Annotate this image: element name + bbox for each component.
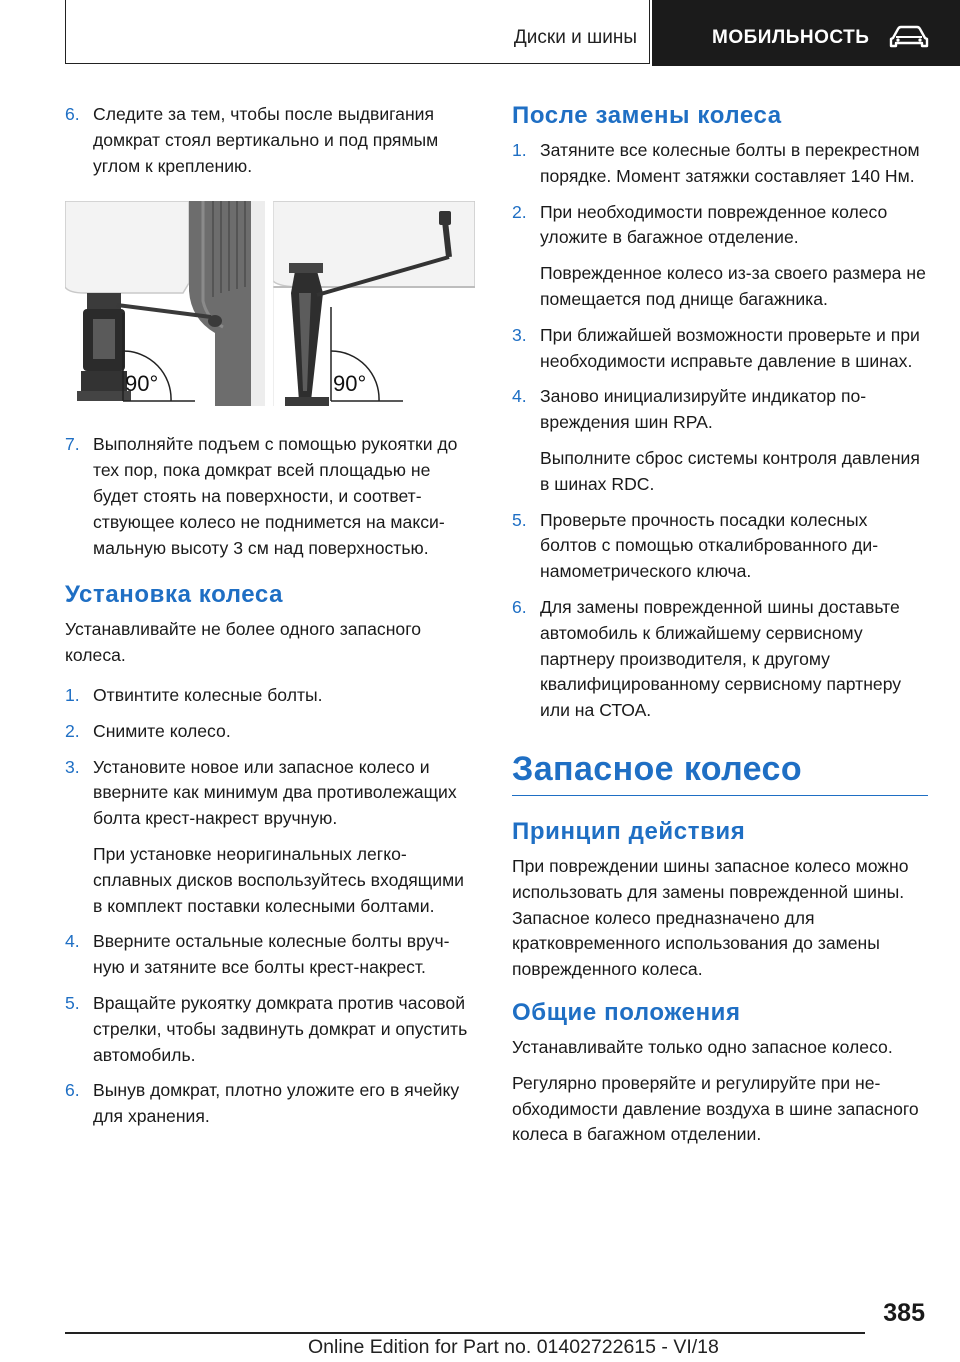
step-text: При ближайшей возможности проверьте и при необходимости исправьте давление в шинах. — [540, 324, 920, 371]
jack-illustration — [65, 201, 475, 406]
install-intro: Устанавливайте не более одного запасного колеса. — [65, 619, 422, 666]
step-number: 1. — [65, 684, 80, 705]
section-title: Диски и шины — [513, 27, 637, 48]
install-step-3 — [65, 755, 475, 832]
after-step-2-note: Поврежденное колесо из-за своего размера не помещается под днище багажника. — [540, 263, 926, 309]
step-text: Вынув домкрат, плотно уложите его в ячейку для хранения. — [93, 1080, 460, 1127]
step-text: Вверните остальные колесные болты вручную и затяните все болты крест-накрест. — [93, 931, 450, 978]
spare-wheel-title: Запасное колесо — [512, 750, 928, 796]
step-number: 7. — [65, 434, 80, 455]
after-step-1 — [512, 138, 928, 190]
footer-divider — [65, 1332, 865, 1334]
chapter-tab — [652, 0, 960, 66]
step-number: 6. — [512, 596, 527, 617]
step-text: Установите новое или запасное колесо и вверните как минимум два противолежащих болта крест-накрест вручную. — [93, 756, 457, 829]
after-step-4 — [512, 384, 928, 436]
header-section-box — [65, 0, 650, 64]
step-text: Снимите колесо. — [93, 720, 231, 741]
after-step-6 — [512, 595, 928, 724]
step-number: 4. — [65, 931, 80, 952]
angle-label-b: 90° — [333, 371, 367, 397]
step-text: Затяните все колесные болты в перекрестном порядке. Момент затяжки составляет 140 Нм. — [540, 140, 920, 186]
car-icon — [889, 24, 929, 50]
step-text: При необходимости поврежденное колесо уложите в багажное отделение. — [540, 201, 888, 248]
step-text: Следите за тем, чтобы после выдвигания домкрат стоял вертикально и под прямым углом к креплению. — [93, 104, 439, 176]
principle-text: При повреждении шины запасное колесо можно использовать для замены поврежденной шины. Запасное колесо предназначено для кратковременного использования до замены поврежденного колеса. — [512, 855, 909, 980]
step-text: Вращайте рукоятку домкрата против часовой стрелки, чтобы задвинуть домкрат и опустить автомобиль. — [93, 992, 468, 1065]
step-number: 1. — [512, 140, 527, 160]
install-step-4 — [65, 929, 475, 981]
step-text: Отвинтите колесные болты. — [93, 684, 323, 705]
step-number: 3. — [512, 324, 527, 345]
chapter-title: МОБИЛЬНОСТЬ — [712, 27, 870, 48]
after-step-2 — [512, 200, 928, 252]
step-number: 3. — [65, 756, 80, 777]
step-text: Выполняйте подъем с помощью рукоятки до тех пор, пока домкрат всей площадью не будет стоять на поверхности, и соответствующее колесо не поднимется на максимальную высоту 3 см над поверхностью. — [93, 434, 458, 558]
right-column — [512, 102, 928, 1158]
step-number: 6. — [65, 1080, 80, 1101]
angle-label-a: 90° — [125, 371, 159, 397]
edition-footer: Online Edition for Part no. 01402722615 - VI/18 — [308, 1336, 719, 1358]
general-paragraph-2: Регулярно проверяйте и регулируйте при необходимости давление воздуха в шине запасного колеса в багажном отделении. — [512, 1072, 919, 1145]
install-step-5 — [65, 991, 475, 1068]
install-step-2 — [65, 719, 475, 745]
install-heading: Установка колеса — [65, 581, 284, 609]
install-step-6 — [65, 1078, 475, 1130]
general-paragraph-1: Устанавливайте только одно запасное колесо. — [512, 1036, 893, 1057]
step-number: 5. — [65, 992, 80, 1013]
after-step-5 — [512, 508, 928, 585]
after-step-4-note: Выполните сброс системы контроля давления в шинах RDC. — [540, 447, 920, 494]
step-text: Для замены поврежденной шины доставьте автомобиль к ближайшему сервисному партнеру производителя, к другому квалифицированному сервисному партнеру или на СТОА. — [540, 596, 902, 721]
general-heading: Общие положения — [512, 998, 741, 1026]
jack-step-7 — [65, 432, 475, 561]
jack-side-view-image — [65, 201, 265, 406]
step-number: 5. — [512, 509, 527, 530]
jack-step-6 — [65, 102, 475, 179]
install-step-3-note: При установке неоригинальных легкосплавных дисков воспользуйтесь входящими в комплект поставки колесными болтами. — [93, 843, 465, 916]
step-number: 2. — [512, 201, 527, 222]
step-text: Проверьте прочность посадки колесных болтов с помощью откалиброванного динамометрического ключа. — [540, 509, 879, 582]
after-heading: После замены колеса — [512, 102, 782, 129]
page-number: 385 — [883, 1299, 925, 1327]
principle-heading: Принцип действия — [512, 817, 746, 845]
step-number: 4. — [512, 386, 527, 407]
after-step-3 — [512, 323, 928, 375]
step-number: 2. — [65, 720, 80, 741]
install-step-1 — [65, 683, 475, 709]
left-column — [65, 102, 475, 1140]
step-text: Заново инициализируйте индикатор повреждения шин RPA. — [540, 386, 867, 433]
page-header — [0, 0, 960, 66]
jack-front-view-image — [273, 201, 475, 406]
step-number: 6. — [65, 104, 80, 124]
